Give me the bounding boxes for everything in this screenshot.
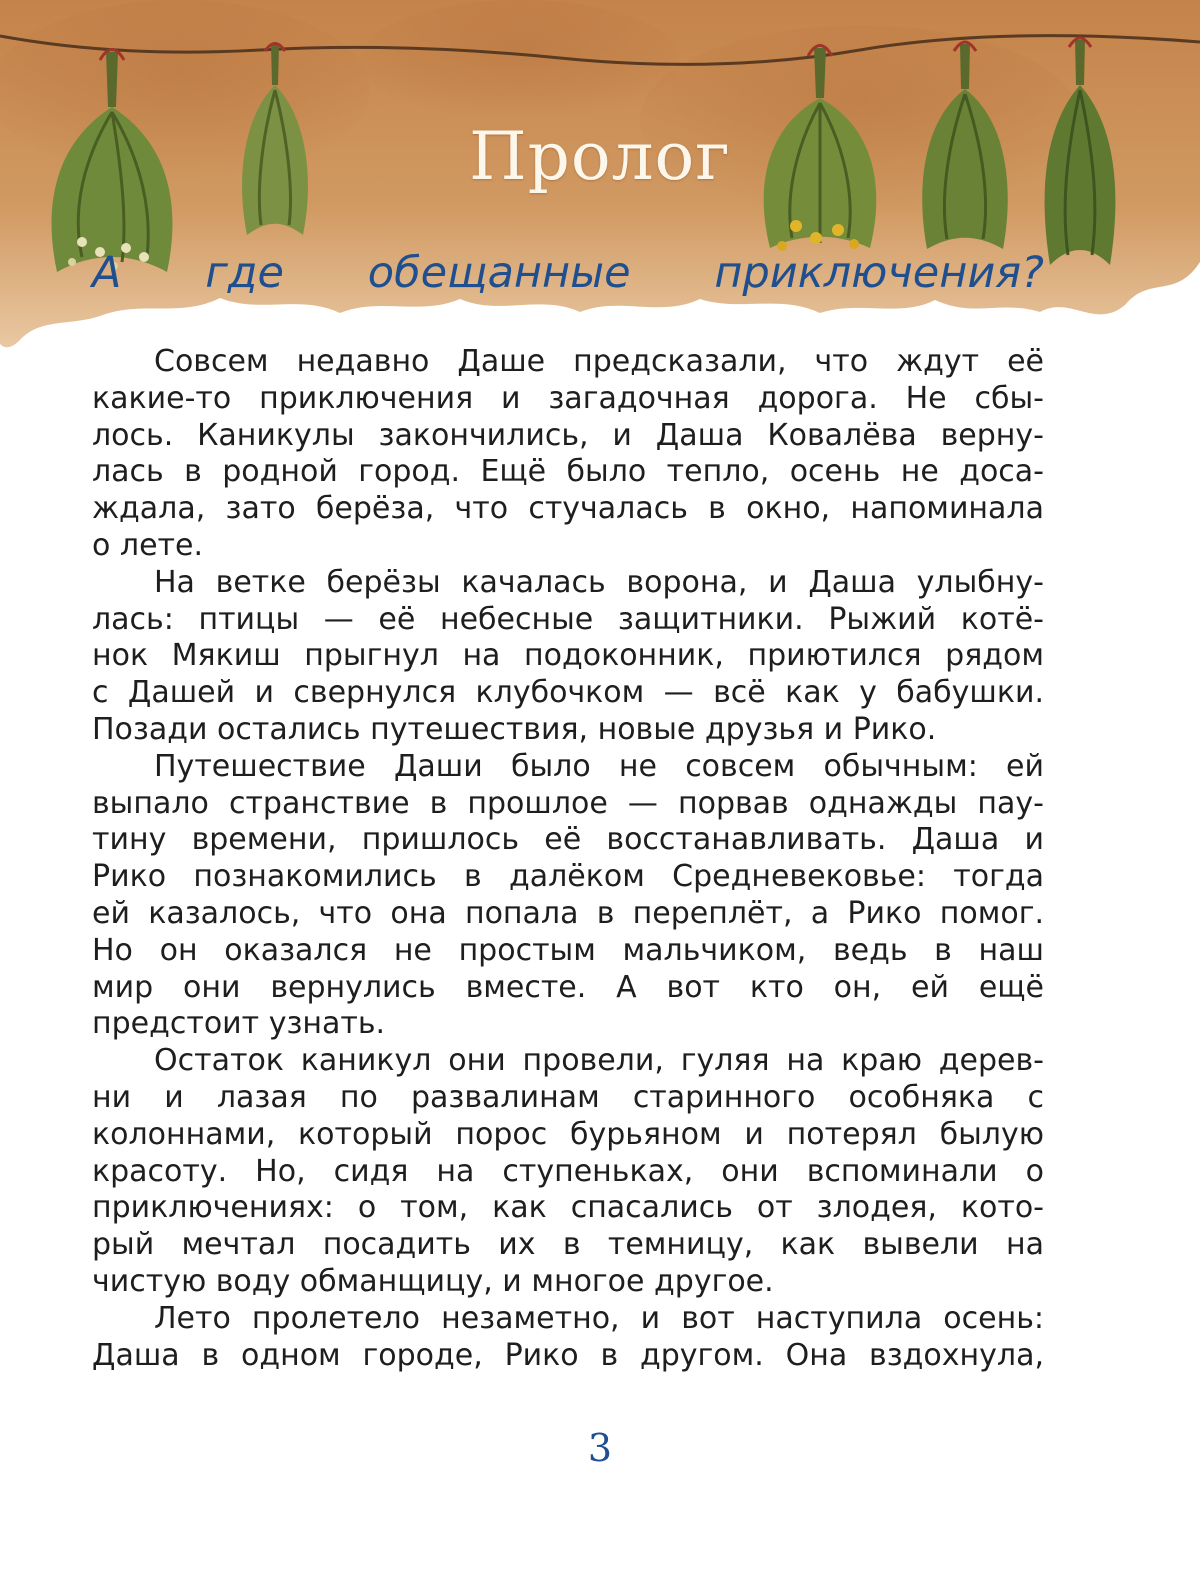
text-line: красоту. Но, сидя на ступеньках, они вспоминали о (92, 1153, 1044, 1189)
chapter-title: Пролог (469, 118, 731, 195)
text-line: предстоит узнать. (92, 1006, 386, 1042)
text-line: Но он оказался не простым мальчиком, ведь в наш (92, 932, 1044, 968)
text-line: Рико познакомились в далёком Средневековье: тогда (92, 859, 1044, 895)
text-line: о лете. (92, 527, 203, 563)
text-line: с Дашей и свернулся клубочком — всё как у бабушки. (92, 675, 1044, 711)
text-line: приключениях: о том, как спасались от злодея, кото- (92, 1190, 1044, 1226)
text-line: какие-то приключения и загадочная дорога. Не сбы- (92, 380, 1044, 416)
text-line: ей казалось, что она попала в переплёт, а Рико помог. (92, 895, 1044, 931)
text-line: Лето пролетело незаметно, и вот наступила осень: (154, 1300, 1044, 1336)
text-line: выпало странствие в прошлое — порвав однажды пау- (92, 785, 1044, 821)
text-line: Остаток каникул они провели, гуляя на краю дерев- (154, 1043, 1044, 1079)
text-line: лась в родной город. Ещё было тепло, осень не доса- (92, 454, 1044, 490)
text-line: Даша в одном городе, Рико в другом. Она вздохнула, (92, 1337, 1044, 1373)
text-line: рый мечтал посадить их в темницу, как вывели на (92, 1227, 1044, 1263)
text-line: ни и лазая по развалинам старинного особняка с (92, 1079, 1044, 1115)
text-line: мир они вернулись вместе. А вот кто он, ей ещё (92, 969, 1044, 1005)
text-line: Позади остались путешествия, новые друзья и Рико. (92, 711, 937, 747)
text-line: На ветке берёзы качалась ворона, и Даша улыбну- (154, 564, 1044, 600)
text-line: лось. Каникулы закончились, и Даша Ковалёва верну- (92, 417, 1044, 453)
text-line: Путешествие Даши было не совсем обычным: ей (154, 748, 1044, 784)
page-number: 3 (587, 1426, 613, 1470)
text-line: Совсем недавно Даше предсказали, что ждут её (154, 344, 1044, 379)
text-line: колоннами, который порос бурьяном и потерял былую (92, 1116, 1044, 1152)
chapter-subtitle: А где обещанные приключения? (92, 248, 1044, 298)
text-line: нок Мякиш прыгнул на подоконник, приютился рядом (92, 638, 1044, 674)
text-line: чистую воду обманщицу, и многое другое. (92, 1263, 774, 1299)
body-text (92, 344, 1044, 1374)
text-line: ждала, зато берёза, что стучалась в окно, напоминала (92, 491, 1044, 527)
text-line: тину времени, пришлось её восстанавливать. Даша и (92, 822, 1044, 858)
text-line: лась: птицы — её небесные защитники. Рыжий котё- (92, 601, 1044, 637)
